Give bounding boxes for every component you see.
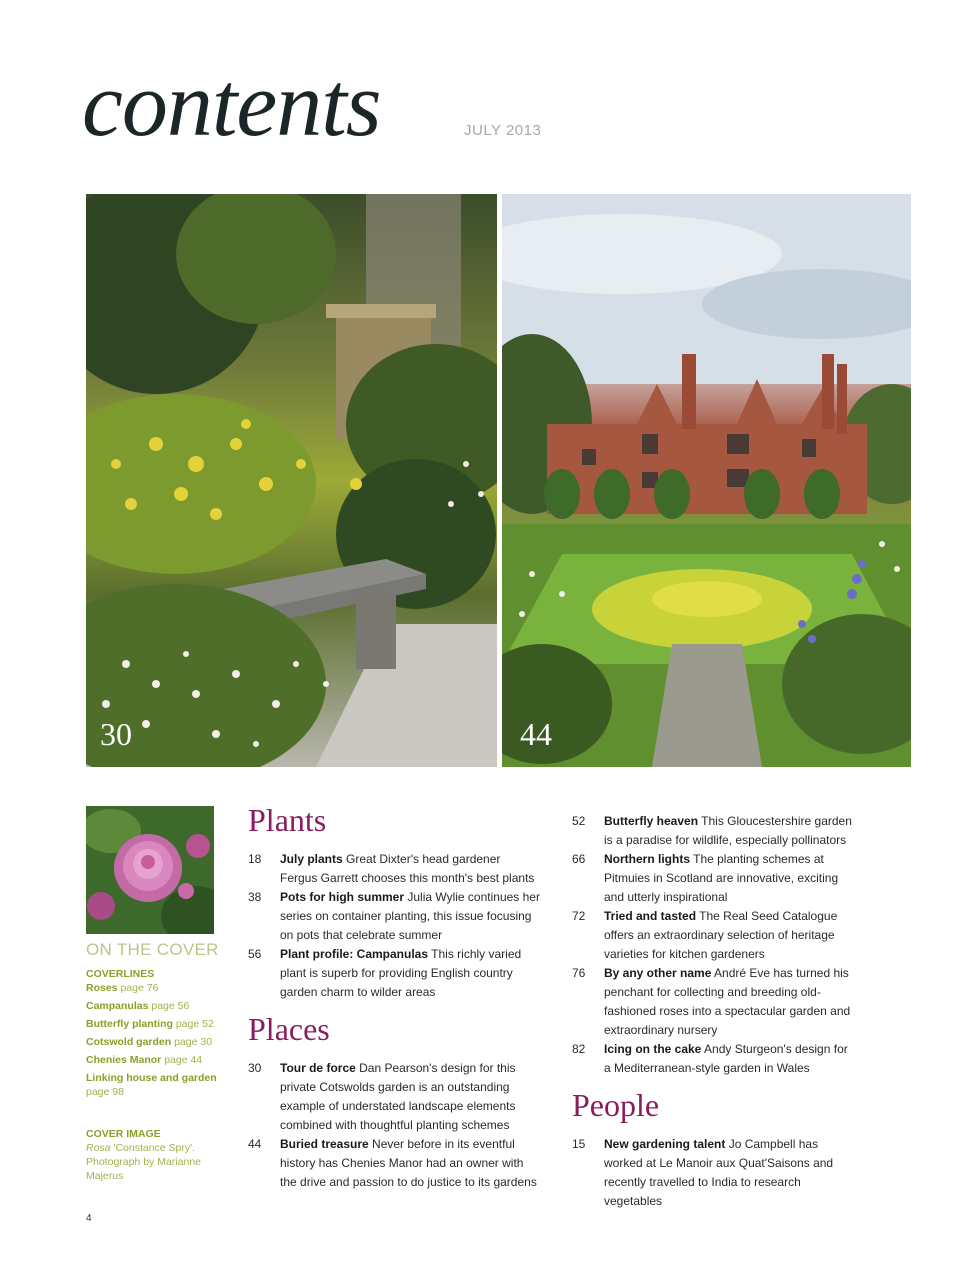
coverline-item[interactable]: Campanulas page 56 xyxy=(86,1000,190,1012)
page-title: contents xyxy=(82,53,381,155)
contents-entry[interactable]: 44 Buried treasure Never before in its eventful history has Chenies Manor had an owner with the drive and passion to do justice to its gardens xyxy=(248,1137,537,1189)
section-title-people: People xyxy=(572,1087,660,1123)
places-entries xyxy=(248,1059,540,1192)
contents-entry[interactable]: 30 Tour de force Dan Pearson's design for this private Cotswolds garden is an outstanding example of understated landscape elements combined with thoughtful planting schemes xyxy=(248,1061,516,1132)
photo-chenies-manor[interactable] xyxy=(502,194,911,767)
photo-page-number: 30 xyxy=(100,716,132,752)
contents-entry[interactable]: 18 July plants Great Dixter's head gardener Fergus Garrett chooses this month's best plants xyxy=(248,852,535,885)
contents-entry[interactable]: 15 New gardening talent Jo Campbell has worked at Le Manoir aux Quat'Saisons and recently travelled to India to research vegetables xyxy=(572,1137,834,1208)
people-entries xyxy=(572,1135,857,1211)
cover-image-caption: Rosa 'Constance Spry'. Photograph by Marianne Majerus xyxy=(86,1142,201,1182)
photo-page-number: 44 xyxy=(520,716,552,752)
coverline-item[interactable]: Roses page 76 xyxy=(86,982,159,994)
coverline-item[interactable]: Butterfly planting page 52 xyxy=(86,1018,214,1030)
coverlines-label: COVERLINES xyxy=(86,968,155,980)
plants-entries xyxy=(248,850,540,1002)
contents-entry[interactable]: 52 Butterfly heaven This Gloucestershire garden is a paradise for wildlife, especially pollinators xyxy=(572,814,852,847)
coverlines-block xyxy=(86,967,226,1103)
coverline-item[interactable]: Linking house and garden page 98 xyxy=(86,1072,217,1098)
contents-entry[interactable]: 56 Plant profile: Campanulas This richly varied plant is superb for providing English country garden charm to wilder areas xyxy=(248,947,522,999)
coverline-item[interactable]: Chenies Manor page 44 xyxy=(86,1054,203,1066)
issue-date: JULY 2013 xyxy=(464,122,542,139)
section-title-places: Places xyxy=(248,1011,330,1047)
rose-illustration xyxy=(86,806,214,934)
on-the-cover-heading: ON THE COVER xyxy=(86,940,219,959)
coverline-item[interactable]: Cotswold garden page 30 xyxy=(86,1036,213,1048)
places-entries-continued xyxy=(572,812,857,1078)
section-title-plants: Plants xyxy=(248,802,327,838)
manor-garden-illustration xyxy=(502,194,911,767)
contents-entry[interactable]: 76 By any other name André Eve has turned his penchant for collecting and breeding old-fashioned roses into a spectacular garden and extraordinary nursery xyxy=(572,966,851,1037)
contents-entry[interactable]: 82 Icing on the cake Andy Sturgeon's design for a Mediterranean-style garden in Wales xyxy=(572,1042,848,1075)
contents-entry[interactable]: 66 Northern lights The planting schemes at Pitmuies in Scotland are innovative, exciting and utterly inspirational xyxy=(572,852,839,904)
cover-rose-thumbnail[interactable] xyxy=(86,806,214,934)
garden-bench-illustration xyxy=(86,194,497,767)
page-number: 4 xyxy=(86,1213,92,1224)
cover-image-label: COVER IMAGE xyxy=(86,1128,161,1140)
photo-cotswold-garden[interactable] xyxy=(86,194,497,767)
contents-entry[interactable]: 72 Tried and tasted The Real Seed Catalogue offers an extraordinary selection of heritage varieties for kitchen gardeners xyxy=(572,909,838,961)
cover-image-block xyxy=(86,1127,206,1183)
contents-entry[interactable]: 38 Pots for high summer Julia Wylie continues her series on container planting, this issue focusing on pots that celebrate summer xyxy=(248,890,540,942)
